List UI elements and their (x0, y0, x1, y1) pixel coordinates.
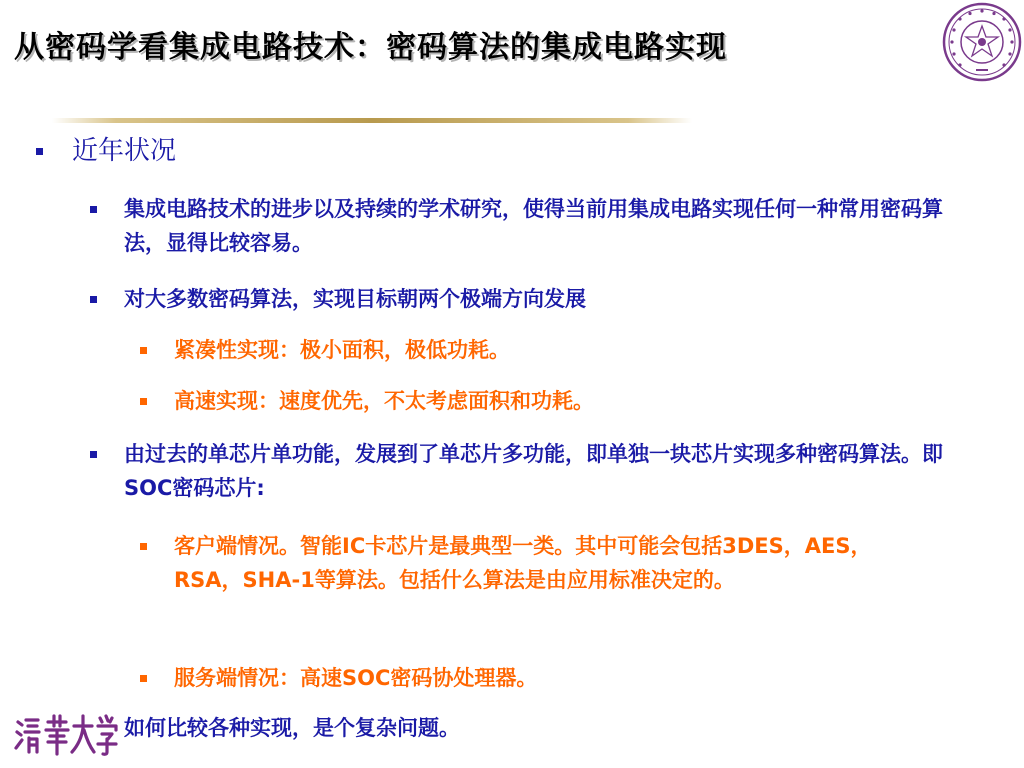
bullet-level2: 集成电路技术的进步以及持续的学术研究，使得当前用集成电路实现任何一种常用密码算法，显得比较容易。 (124, 197, 943, 255)
bullet-marker (140, 675, 147, 682)
bullet-level3: 客户端情况。智能IC卡芯片是最典型一类。其中可能会包括3DES，AES，RSA，SHA-1等算法。包括什么算法是由应用标准决定的。 (174, 534, 872, 592)
bullet-level2: 如何比较各种实现，是个复杂问题。 (124, 716, 460, 740)
bullet-marker (90, 296, 97, 303)
bullet-marker (140, 347, 147, 354)
bullet-marker (140, 398, 147, 405)
slide-title: 从密码学看集成电路技术：密码算法的集成电路实现 (14, 30, 727, 65)
bullet-level2: 由过去的单芯片单功能，发展到了单芯片多功能，即单独一块芯片实现多种密码算法。即SOC密码芯片: (124, 442, 943, 500)
bullet-level3: 服务端情况：高速SOC密码协处理器。 (174, 666, 538, 690)
bullet-level3: 高速实现：速度优先，不太考虑面积和功耗。 (174, 389, 594, 413)
bullet-marker (36, 148, 43, 155)
bullet-marker (90, 206, 97, 213)
bullet-marker (90, 451, 97, 458)
bullet-level3: 紧凑性实现：极小面积，极低功耗。 (174, 338, 510, 362)
tsinghua-calligraphy-logo (14, 712, 120, 756)
bullet-level1: 近年状况 (72, 136, 177, 166)
bullet-marker (140, 543, 147, 550)
bullet-level2: 对大多数密码算法，实现目标朝两个极端方向发展 (124, 287, 586, 311)
